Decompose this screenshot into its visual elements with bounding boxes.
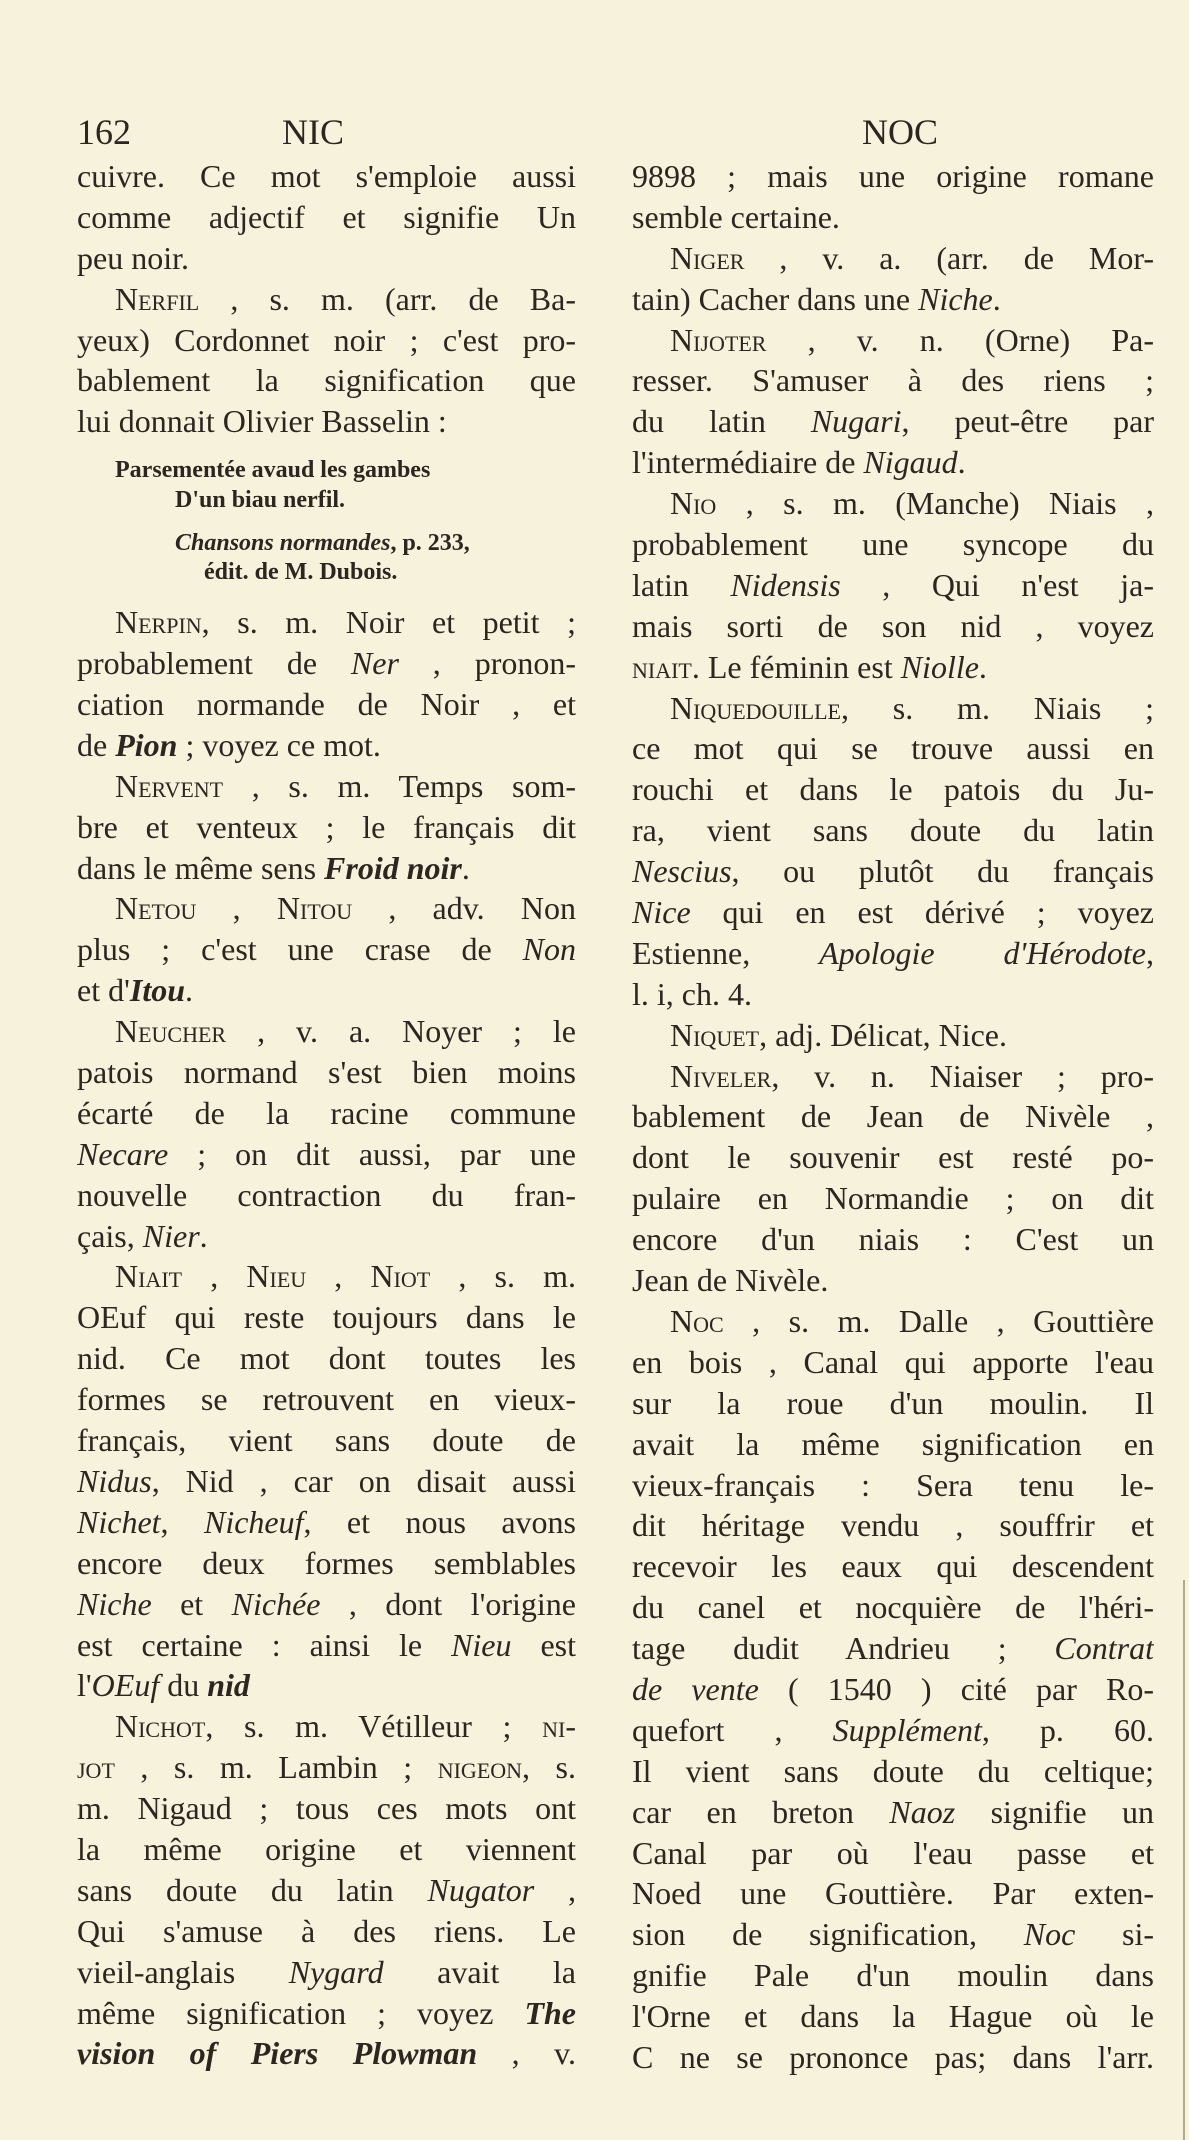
text-run: nid. Ce mot dont toutes les (77, 1340, 576, 1377)
text-run: bablement de Jean de Nivèle , (632, 1098, 1154, 1135)
text-run: , s. m. (Manche) Niais , (716, 485, 1154, 522)
text-run: l' (77, 1667, 92, 1704)
text-run: . (957, 444, 966, 481)
dictionary-entry (77, 1256, 576, 1706)
text-run: patois normand s'est bien moins (77, 1054, 576, 1091)
text-run: . (185, 972, 193, 1009)
text-run: bablement la signification que (77, 362, 576, 399)
text-line (77, 1543, 576, 1584)
text-line (632, 197, 1154, 238)
text-run: de (77, 726, 116, 763)
text-run: cuivre. Ce mot s'emploie aussi (77, 158, 576, 194)
text-run: , adv. Non (352, 890, 576, 927)
text-run: , s. m. Temps som- (223, 767, 576, 804)
text-run: C ne se prononce pas; dans l'arr. (632, 2038, 1154, 2075)
headword: Nerpin (115, 604, 202, 641)
text-line (632, 933, 1154, 974)
text-run: m. Nigaud ; tous ces mots ont (77, 1790, 576, 1827)
text-run: la même origine et viennent (77, 1830, 576, 1867)
italic-term: Nice (632, 894, 691, 931)
text-line (632, 360, 1154, 401)
text-run: ; on dit aussi, par une (168, 1135, 576, 1172)
text-run: çais, (77, 1217, 143, 1254)
italic-term: Niolle (900, 648, 979, 685)
left-entries-after-quote (77, 602, 576, 2074)
text-run: signifie un (955, 1793, 1154, 1830)
text-line (77, 1665, 576, 1706)
headword: niait (632, 648, 692, 685)
text-line (77, 1175, 576, 1216)
text-line (632, 1914, 1154, 1955)
text-line (632, 1505, 1154, 1546)
text-line (632, 1465, 1154, 1506)
text-line (77, 1379, 576, 1420)
text-line (77, 1297, 576, 1338)
text-line (77, 320, 576, 361)
text-line (77, 1706, 576, 1747)
italic-term: Nygard (288, 1953, 384, 1990)
text-run: , (1146, 934, 1154, 971)
text-run: , pronon- (398, 645, 576, 682)
text-line (632, 524, 1154, 565)
text-run: l. i, ch. 4. (632, 975, 752, 1012)
headword: Nitou (276, 890, 353, 927)
text-run: , v. a. (arr. de Mor- (744, 239, 1154, 276)
text-line (77, 1052, 576, 1093)
text-run: . Le féminin est (691, 648, 901, 685)
text-run: mais sorti de son nid , voyez (632, 607, 1154, 644)
text-run: ciation normande de Noir , et (77, 686, 576, 723)
text-run: , et nous avons (303, 1503, 576, 1540)
text-line (77, 643, 576, 684)
italic-term: Nugator (427, 1871, 535, 1908)
text-run: tain) Cacher dans une (632, 280, 919, 317)
text-line (77, 2033, 576, 2074)
continued-paragraph (77, 156, 576, 279)
text-run: est (511, 1626, 576, 1663)
text-run: , s. m. Dalle , Gouttière (723, 1302, 1154, 1339)
left-entries-before-quote (77, 156, 576, 442)
text-run: dans le même sens (77, 849, 325, 886)
italic-term: Nigaud (863, 444, 958, 481)
text-run: avait la (383, 1953, 576, 1990)
text-run: , dont l'origine (320, 1585, 576, 1622)
text-line (632, 688, 1154, 729)
text-line (77, 1911, 576, 1952)
right-column (632, 156, 1154, 2078)
text-line (632, 1424, 1154, 1465)
left-guide-word: NIC (282, 112, 344, 152)
italic-term: Nichée (231, 1585, 321, 1622)
text-run: OEuf qui reste toujours dans le (77, 1299, 576, 1336)
text-line (77, 684, 576, 725)
text-run: vieil-anglais (77, 1953, 289, 1990)
headword: Netou (115, 890, 197, 927)
italic-term: Pion (115, 726, 178, 763)
text-run: formes se retrouvent en vieux- (77, 1381, 576, 1418)
italic-term: nid (207, 1667, 250, 1704)
text-line (632, 974, 1154, 1015)
text-line (77, 1584, 576, 1625)
headword: nigeon (437, 1749, 523, 1786)
text-run: probablement de (77, 645, 351, 682)
text-line (632, 851, 1154, 892)
text-run: yeux) Cordonnet noir ; c'est pro- (77, 321, 576, 358)
page-edge-shadow (1183, 1580, 1185, 2140)
text-run: nouvelle contraction du fran- (77, 1176, 576, 1213)
headword: Nerfil (115, 280, 200, 317)
italic-term: Nier (142, 1217, 200, 1254)
text-run: , v. n. (Orne) Pa- (766, 321, 1154, 358)
text-run: probablement une syncope du (632, 526, 1154, 563)
text-line (77, 1625, 576, 1666)
text-run: du canel et nocquière de l'héri- (632, 1589, 1154, 1626)
text-line (632, 647, 1154, 688)
headword: Niquedouille (670, 689, 841, 726)
text-line (77, 1256, 576, 1297)
text-run: Qui s'amuse à des riens. Le (77, 1912, 576, 1949)
text-run: . (199, 1217, 208, 1254)
text-line (77, 238, 576, 279)
text-run: quefort , (632, 1711, 833, 1748)
text-line (632, 1137, 1154, 1178)
italic-term: Ner (350, 645, 399, 682)
text-run: lui donnait Olivier Basselin : (77, 403, 447, 440)
text-line (632, 1056, 1154, 1097)
text-line (632, 1792, 1154, 1833)
headword: Niait (115, 1258, 183, 1295)
text-run: tage dudit Andrieu ; (632, 1630, 1055, 1667)
quote-verse: D'un biau nerfil. (175, 487, 346, 514)
text-line (632, 769, 1154, 810)
text-line (77, 1747, 576, 1788)
text-run: , ou plutôt du français (731, 853, 1154, 890)
text-run: , s. m. Noir et petit ; (201, 604, 576, 641)
text-run: sion de signification, (632, 1916, 1024, 1953)
dictionary-entry (632, 688, 1154, 1015)
text-line (632, 1955, 1154, 1996)
text-run: bre et venteux ; le français dit (77, 808, 576, 845)
italic-term: Nidensis (730, 566, 841, 603)
text-run: , adj. Délicat, Nice. (759, 1016, 1007, 1053)
text-run: même signification ; voyez (77, 1994, 525, 2031)
text-line (632, 1301, 1154, 1342)
text-line (77, 1338, 576, 1379)
headword: Nichot (115, 1708, 206, 1745)
italic-term: Niche (77, 1585, 152, 1622)
text-run: ce mot qui se trouve aussi en (632, 730, 1154, 767)
text-run: l'Orne et dans la Hague où le (632, 1998, 1154, 2035)
text-run: dit héritage vendu , souffrir et (632, 1507, 1154, 1544)
text-run: du (159, 1667, 208, 1704)
headword: Nijoter (670, 321, 767, 358)
headword: Nervent (115, 767, 224, 804)
text-line (77, 888, 576, 929)
quote-verse: Parsementée avaud les gambes (115, 457, 431, 484)
text-line (77, 1870, 576, 1911)
italic-term: Itou (129, 972, 185, 1009)
text-run: écarté de la racine commune (77, 1094, 576, 1131)
text-run: en bois , Canal qui apporte l'eau (632, 1343, 1154, 1380)
text-run: recevoir les eaux qui descendent (632, 1548, 1154, 1585)
text-line (632, 238, 1154, 279)
citation-title: Chansons normandes (175, 530, 391, 557)
text-line (77, 766, 576, 807)
text-run: , Qui n'est ja- (840, 566, 1154, 603)
text-line (77, 929, 576, 970)
text-run: Il vient sans doute du celtique; (632, 1752, 1154, 1789)
headword: Neucher (115, 1013, 227, 1050)
text-line (77, 725, 576, 766)
dictionary-entry (632, 320, 1154, 484)
italic-term: Nichet (77, 1503, 161, 1540)
text-run: rouchi et dans le patois du Ju- (632, 771, 1154, 808)
dictionary-entry (632, 238, 1154, 320)
text-line (632, 1096, 1154, 1137)
text-run: , Nid , car on disait aussi (151, 1462, 576, 1499)
italic-term: Noc (1023, 1916, 1076, 1953)
text-line (632, 1669, 1154, 1710)
page-number: 162 (77, 112, 131, 152)
text-run: , s. m. (arr. de Ba- (199, 280, 576, 317)
italic-term: Nidus (77, 1462, 152, 1499)
text-line (77, 807, 576, 848)
headword: Niger (670, 239, 745, 276)
text-line (632, 1996, 1154, 2037)
text-run: français, vient sans doute de (77, 1422, 576, 1459)
text-run: , v. n. Niaiser ; pro- (771, 1057, 1154, 1094)
text-line (77, 970, 576, 1011)
text-run: , (306, 1258, 371, 1295)
headword: Niot (370, 1258, 431, 1295)
text-line (632, 483, 1154, 524)
text-run: . (978, 648, 987, 685)
dictionary-entry (632, 1056, 1154, 1301)
text-line (77, 360, 576, 401)
dictionary-entry (77, 279, 576, 443)
italic-term: vision of Piers Plowman (77, 2035, 478, 2072)
text-run: semble certaine. (632, 198, 840, 235)
text-line (77, 1461, 576, 1502)
quote-citation (175, 528, 470, 558)
italic-term: Apologie d'Hérodote (819, 934, 1147, 971)
italic-term: Non (522, 931, 576, 968)
text-line (77, 197, 576, 238)
italic-term: Nescius (632, 853, 732, 890)
text-line (77, 602, 576, 643)
text-run: , s. m. Niais ; (840, 689, 1154, 726)
text-line (632, 810, 1154, 851)
text-line (632, 279, 1154, 320)
text-line (632, 2037, 1154, 2078)
text-line (632, 1833, 1154, 1874)
headword: ni- (542, 1708, 576, 1745)
text-line (632, 156, 1154, 197)
text-run: qui en est dérivé ; voyez (690, 894, 1154, 931)
text-run: , s. (522, 1749, 576, 1786)
text-run: dont le souvenir est resté po- (632, 1139, 1154, 1176)
text-line (77, 1952, 576, 1993)
headword: Nio (670, 485, 717, 522)
text-line (632, 728, 1154, 769)
italic-term: Niche (918, 280, 993, 317)
text-run: et d' (77, 972, 130, 1009)
text-run: vieux-français : Sera tenu le- (632, 1466, 1154, 1503)
text-line (632, 442, 1154, 483)
italic-term: de vente (632, 1670, 759, 1707)
dictionary-entry (632, 1015, 1154, 1056)
italic-term: Nugari (810, 403, 902, 440)
text-line (632, 606, 1154, 647)
text-run: pulaire en Normandie ; on dit (632, 1180, 1154, 1217)
italic-term: Contrat (1054, 1630, 1154, 1667)
text-line (632, 1383, 1154, 1424)
text-line (632, 1873, 1154, 1914)
text-run: , (182, 1258, 247, 1295)
text-line (632, 320, 1154, 361)
text-run: . (461, 849, 470, 886)
right-guide-word: NOC (862, 112, 939, 152)
text-run: encore deux formes semblables (77, 1544, 576, 1581)
citation-page: , p. 233, (390, 530, 470, 557)
italic-term: Nicheuf (203, 1503, 304, 1540)
headword: Noc (670, 1302, 724, 1339)
text-line (77, 279, 576, 320)
text-run: l'intermédiaire de (632, 444, 864, 481)
text-run: Canal par où l'eau passe et (632, 1834, 1154, 1871)
dictionary-entry (77, 888, 576, 1011)
headword: Niquet (670, 1016, 760, 1053)
text-run: peu noir. (77, 239, 189, 276)
dictionary-entry (77, 602, 576, 766)
text-run: , peut-être par (901, 403, 1154, 440)
continued-paragraph (632, 156, 1154, 238)
italic-term: OEuf (91, 1667, 160, 1704)
text-line (632, 1342, 1154, 1383)
text-line (77, 1216, 576, 1257)
text-line (632, 1546, 1154, 1587)
text-run: . (992, 280, 1001, 317)
text-line (632, 1260, 1154, 1301)
text-run: plus ; c'est une crase de (77, 931, 523, 968)
text-line (77, 401, 576, 442)
text-run: car en breton (632, 1793, 890, 1830)
text-run: latin (632, 566, 731, 603)
text-run: resser. S'amuser à des riens ; (632, 362, 1154, 399)
dictionary-entry (77, 1011, 576, 1256)
dictionary-entry (632, 483, 1154, 687)
text-line (632, 401, 1154, 442)
dictionary-entry (632, 1301, 1154, 2078)
text-run: Noed une Gouttière. Par exten- (632, 1875, 1154, 1912)
text-line (632, 892, 1154, 933)
italic-term: Nieu (451, 1626, 512, 1663)
italic-term: Supplément (832, 1711, 982, 1748)
text-line (77, 1829, 576, 1870)
text-run: encore d'un niais : C'est un (632, 1221, 1154, 1258)
text-run: gnifie Pale d'un moulin dans (632, 1957, 1154, 1994)
italic-term: Froid noir (324, 849, 462, 886)
text-run: avait la même signification en (632, 1425, 1154, 1462)
text-run: , s. m. (430, 1258, 576, 1295)
quote-edition: édit. de M. Dubois. (204, 559, 398, 586)
text-run: , s. m. Vétilleur ; (205, 1708, 543, 1745)
headword: jot (77, 1749, 115, 1786)
text-line (632, 1015, 1154, 1056)
text-run: sans doute du latin (77, 1871, 428, 1908)
text-run: , (160, 1503, 204, 1540)
quotation-block (77, 442, 576, 602)
italic-term: The (524, 1994, 576, 2031)
text-run: et (151, 1585, 232, 1622)
text-line (77, 1093, 576, 1134)
text-run: ; voyez ce mot. (177, 726, 381, 763)
text-line (632, 1751, 1154, 1792)
text-line (77, 1011, 576, 1052)
dictionary-entry (77, 1706, 576, 2074)
text-run: , p. 60. (981, 1711, 1154, 1748)
text-run: ra, vient sans doute du latin (632, 812, 1154, 849)
text-line (77, 1788, 576, 1829)
text-run: sur la roue d'un moulin. Il (632, 1384, 1154, 1421)
text-line (77, 1993, 576, 2034)
text-run: Estienne, (632, 934, 820, 971)
text-line (77, 156, 576, 197)
italic-term: Necare (77, 1135, 169, 1172)
text-run: 9898 ; mais une origine romane (632, 158, 1154, 194)
text-line (632, 1628, 1154, 1669)
text-run: , (196, 890, 277, 927)
text-run: comme adjectif et signifie Un (77, 198, 576, 235)
text-line (77, 1420, 576, 1461)
headword: Niveler (670, 1057, 772, 1094)
text-line (77, 1502, 576, 1543)
text-run: Jean de Nivèle. (632, 1262, 829, 1299)
text-run: si- (1075, 1916, 1154, 1953)
text-run: , v. (477, 2035, 576, 2072)
text-line (77, 848, 576, 889)
text-line (632, 1587, 1154, 1628)
headword: Nieu (246, 1258, 307, 1295)
text-run: est certaine : ainsi le (77, 1626, 452, 1663)
text-line (632, 1710, 1154, 1751)
left-column (77, 156, 576, 2074)
text-run: ( 1540 ) cité par Ro- (758, 1670, 1154, 1707)
text-run: , v. a. Noyer ; le (226, 1013, 576, 1050)
text-line (632, 1178, 1154, 1219)
italic-term: Naoz (889, 1793, 956, 1830)
text-line (632, 565, 1154, 606)
text-run: du latin (632, 403, 811, 440)
text-run: , s. m. Lambin ; (114, 1749, 438, 1786)
dictionary-entry (77, 766, 576, 889)
text-line (77, 1134, 576, 1175)
text-line (632, 1219, 1154, 1260)
text-run: , (534, 1871, 576, 1908)
